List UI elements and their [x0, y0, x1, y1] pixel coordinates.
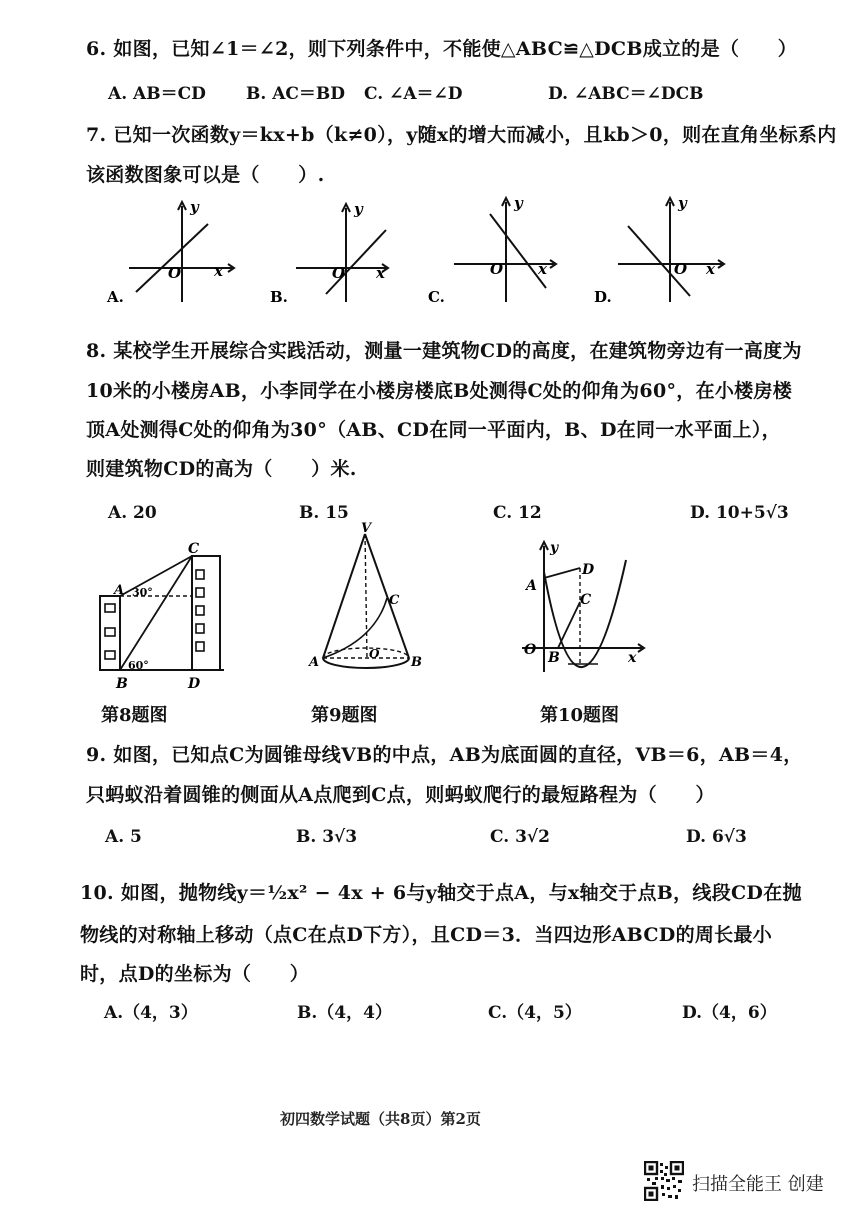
- qr-code-icon: [644, 1161, 684, 1201]
- q6-stem: 6. 如图，已知∠1＝∠2，则下列条件中，不能使△ABC≌△DCB成立的是（ ）: [86, 38, 798, 60]
- q7a-origin: O: [168, 264, 182, 282]
- fig8-label-b: B: [116, 676, 128, 692]
- fig8-label-a: A: [114, 583, 125, 598]
- q10-option-d: D.（4，6）: [682, 1003, 777, 1023]
- q9-line2: 只蚂蚁沿着圆锥的侧面从A点爬到C点，则蚂蚁爬行的最短路程为（ ）: [86, 784, 715, 806]
- fig10-label-a: A: [526, 578, 537, 594]
- q8-line3: 顶A处测得C处的仰角为30°（AB、CD在同一平面内，B、D在同一水平面上），: [86, 419, 781, 441]
- q10-option-c: C.（4，5）: [488, 1003, 582, 1023]
- q7-graph-label-d: D.: [594, 288, 612, 306]
- fig10-label-x: x: [628, 650, 637, 666]
- q7b-x-label: x: [376, 264, 385, 282]
- fig9-label-c: C: [389, 593, 400, 608]
- fig10-label-d: D: [582, 562, 595, 578]
- q7d-origin: O: [674, 260, 688, 278]
- q10-line1: 10. 如图，抛物线y＝½x² − 4x + 6与y轴交于点A，与x轴交于点B，线段CD在抛: [80, 882, 802, 904]
- fig9-label-v: V: [361, 521, 372, 536]
- q10-line2: 物线的对称轴上移动（点C在点D下方），且CD＝3．当四边形ABCD的周长最小: [80, 924, 773, 946]
- q6-option-a: A. AB＝CD: [108, 84, 206, 104]
- q8-option-d: D. 10+5√3: [690, 503, 789, 523]
- q8-line1: 8. 某校学生开展综合实践活动，测量一建筑物CD的高度，在建筑物旁边有一高度为: [86, 340, 802, 362]
- q9-option-d: D. 6√3: [686, 827, 747, 847]
- watermark-text: 扫描全能王 创建: [692, 1174, 824, 1195]
- fig9-label-o: O: [369, 647, 380, 661]
- q7-graph-label-a: A.: [107, 288, 124, 306]
- q9-option-a: A. 5: [105, 827, 142, 847]
- q7-graph-label-c: C.: [428, 288, 445, 306]
- q8-line4: 则建筑物CD的高为（ ）米.: [86, 458, 357, 480]
- q7a-y-label: y: [190, 198, 199, 216]
- fig8-label-d: D: [188, 676, 201, 692]
- q10-option-b: B.（4，4）: [297, 1003, 392, 1023]
- q7d-y-label: y: [678, 194, 687, 212]
- q7d-x-label: x: [706, 260, 715, 278]
- q9-line1: 9. 如图，已知点C为圆锥母线VB的中点，AB为底面圆的直径，VB＝6，AB＝4，: [86, 744, 803, 766]
- fig10-label-b: B: [548, 650, 560, 666]
- q10-option-a: A.（4，3）: [104, 1003, 198, 1023]
- fig9-label-a: A: [309, 655, 320, 670]
- fig8-caption: 第8题图: [101, 705, 168, 726]
- fig10: [514, 538, 654, 678]
- q7-stem-line1: 7. 已知一次函数y＝kx+b（k≠0），y随x的增大而减小，且kb＞0，则在直角坐标系内: [86, 124, 837, 146]
- scanner-watermark: [644, 1161, 844, 1201]
- fig9: [305, 522, 425, 672]
- q7-graph-d: [592, 192, 732, 308]
- fig10-label-o: O: [524, 642, 537, 658]
- q7c-origin: O: [490, 260, 504, 278]
- q7b-origin: O: [332, 264, 346, 282]
- fig10-caption: 第10题图: [540, 705, 620, 726]
- q6-option-b: B. AC＝BD: [246, 84, 346, 104]
- q9-option-c: C. 3√2: [490, 827, 550, 847]
- q7-graph-c: [426, 192, 566, 308]
- q8-option-a: A. 20: [108, 503, 157, 523]
- q6-option-d: D. ∠ABC＝∠DCB: [548, 84, 704, 104]
- q7c-x-label: x: [538, 260, 547, 278]
- q8-option-b: B. 15: [299, 503, 349, 523]
- q8-line2: 10米的小楼房AB，小李同学在小楼房楼底B处测得C处的仰角为60°，在小楼房楼: [86, 380, 793, 402]
- q10-line3: 时，点D的坐标为（ ）: [80, 963, 310, 985]
- fig8-angle-60: 60°: [128, 659, 149, 672]
- fig9-label-b: B: [411, 655, 422, 670]
- q7-graph-a: [104, 196, 244, 308]
- q7-graph-b: [268, 196, 398, 308]
- q6-option-c: C. ∠A＝∠D: [364, 84, 463, 104]
- fig8-angle-30: 30°: [132, 586, 153, 599]
- q7-graph-label-b: B.: [270, 288, 288, 306]
- fig10-label-y: y: [550, 540, 559, 556]
- q8-option-c: C. 12: [493, 503, 542, 523]
- q7c-y-label: y: [514, 194, 523, 212]
- q9-option-b: B. 3√3: [296, 827, 358, 847]
- fig8: [92, 538, 242, 693]
- fig8-label-c: C: [188, 541, 200, 557]
- fig9-caption: 第9题图: [311, 705, 378, 726]
- q7b-y-label: y: [354, 200, 363, 218]
- page-footer: 初四数学试题（共8页）第2页: [280, 1110, 481, 1128]
- q7a-x-label: x: [214, 262, 223, 280]
- q7-stem-line2: 该函数图象可以是（ ）.: [86, 164, 325, 186]
- fig10-label-c: C: [580, 592, 592, 608]
